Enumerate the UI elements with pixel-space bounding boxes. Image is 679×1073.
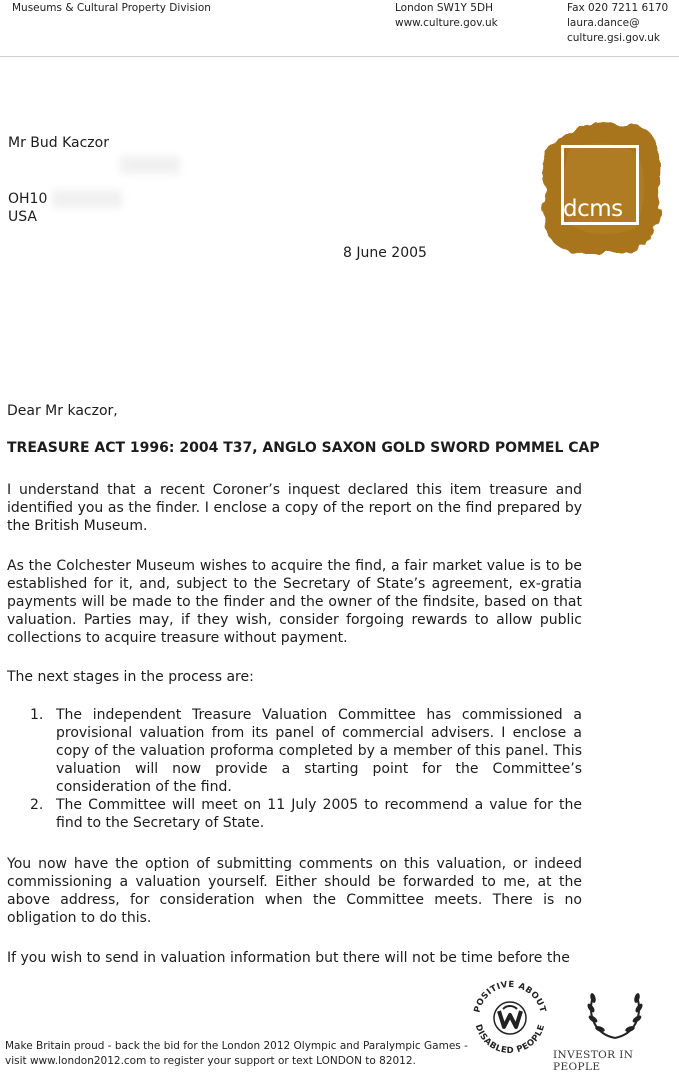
process-steps-list xyxy=(30,706,582,832)
email-line-2: culture.gsi.gov.uk xyxy=(567,32,660,44)
paragraph-2: As the Colchester Museum wishes to acquire the find, a fair market value is to be established for it, and, subject to the Secretary of State’s agreement, ex-gratia payments will be made to the finder and the owner of the findsite, based on that valuation. Parties may, if they wish, consider forgoing rewards to allow public collections to acquire treasure without payment. xyxy=(7,558,582,646)
division-name: Museums & Cultural Property Division xyxy=(12,2,211,14)
address-line-1: London SW1Y 5DH xyxy=(395,2,493,14)
salutation: Dear Mr kaczor, xyxy=(7,403,118,419)
footer-line-1: Make Britain proud - back the bid for the London 2012 Olympic and Paralympic Games - xyxy=(5,1040,468,1052)
website: www.culture.gov.uk xyxy=(395,17,498,29)
footer-text xyxy=(5,1039,475,1069)
redacted-address xyxy=(120,156,180,174)
subject-heading: TREASURE ACT 1996: 2004 T37, ANGLO SAXON GOLD SWORD POMMEL CAP xyxy=(7,440,600,456)
positive-about-disabled-people-badge xyxy=(467,975,553,1061)
list-item-text: The Committee will meet on 11 July 2005 to recommend a value for the find to the Secretary of State. xyxy=(56,797,582,831)
list-item-text: The independent Treasure Valuation Committee has commissioned a provisional valuation from its panel of commercial advisers. I enclose a copy of the valuation proforma completed by a member of this panel. This valuation will now provide a starting point for the Committee’s consideration of the find. xyxy=(56,707,582,795)
paragraph-1: I understand that a recent Coroner’s inquest declared this item treasure and identified you as the finder. I enclose a copy of the report on the find prepared by the British Museum. xyxy=(7,482,582,534)
list-item-number: 1. xyxy=(30,707,44,723)
svg-text:DISABLED PEOPLE: DISABLED PEOPLE xyxy=(472,1023,548,1057)
paragraph-5: If you wish to send in valuation information but there will not be time before the xyxy=(7,950,570,966)
recipient-country: USA xyxy=(8,209,37,225)
letter-date: 8 June 2005 xyxy=(343,245,427,261)
footer-line-2: visit www.london2012.com to register your support or text LONDON to 82012. xyxy=(5,1055,416,1067)
recipient-name: Mr Bud Kaczor xyxy=(8,135,109,151)
email-line-1: laura.dance@ xyxy=(567,17,640,29)
list-item xyxy=(30,706,582,796)
redacted-zip xyxy=(52,190,122,208)
recipient-line-2: OH10 xyxy=(8,191,48,207)
svg-text:POSITIVE ABOUT: POSITIVE ABOUT xyxy=(472,979,548,1014)
header-divider xyxy=(0,56,679,57)
list-item-number: 2. xyxy=(30,797,44,813)
paragraph-4: You now have the option of submitting comments on this valuation, or indeed commissioning a valuation yourself. Either should be forwarded to me, at the above address, for consideration when the Committee meets. There is no obligation to do this. xyxy=(7,856,582,926)
dcms-logo-text: dcms xyxy=(563,196,623,222)
investor-in-people-text: INVESTOR IN PEOPLE xyxy=(553,1049,634,1073)
paragraph-3: The next stages in the process are: xyxy=(7,669,254,685)
fax-number: Fax 020 7211 6170 xyxy=(567,2,669,14)
list-item xyxy=(30,796,582,832)
investor-in-people-laurel-icon xyxy=(581,978,649,1044)
